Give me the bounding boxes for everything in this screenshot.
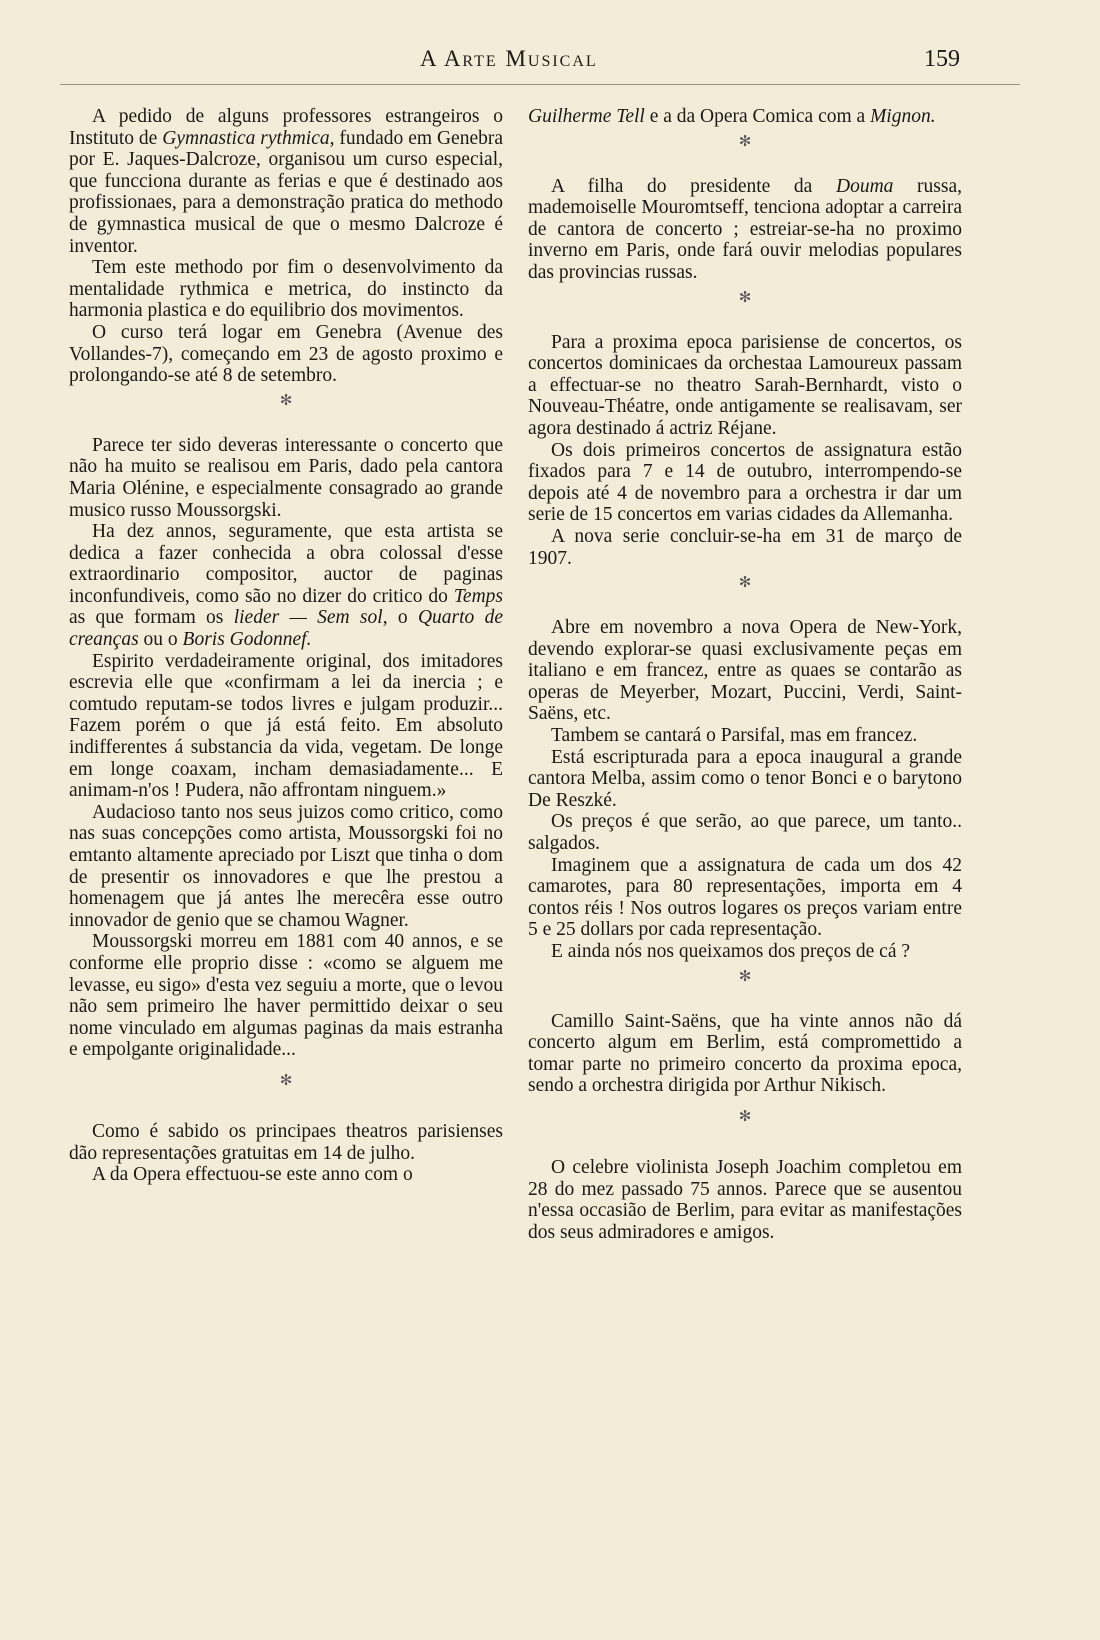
paragraph: Está escripturada para a epoca inaugural a grande cantora Melba, assim como o tenor Bonci e o barytono De Reszké. [528, 746, 962, 811]
paragraph: Guilherme Tell e a da Opera Comica com a Mignon. [528, 106, 936, 127]
paragraph: Parece ter sido deveras interessante o concerto que não ha muito se realisou em Paris, dado pela cantora Maria Olénine, e especialmente consagrado ao grande musico russo Moussorgski. [69, 434, 503, 521]
section-separator: ✻ [738, 289, 752, 306]
section-separator: ✻ [738, 968, 752, 985]
paragraph: Tambem se cantará o Parsifal, mas em francez. [551, 725, 918, 747]
right-column [528, 106, 962, 1243]
paragraph: Moussorgski morreu em 1881 com 40 annos, e se conforme elle proprio disse : «como se alguem me levasse, eu sigo» d'esta vez seguiu a morte, que o levou não sem primeiro lhe haver permittido deixar o seu nome vinculado em algumas paginas da mais estranha e empolgante originalidade... [69, 931, 503, 1061]
section-separator: ✻ [738, 133, 752, 150]
paragraph: Os dois primeiros concertos de assignatura estão fixados para 7 e 14 de outubro, interrompendo-se depois até 4 de novembro para a orchestra ir dar um serie de 15 concertos em varias cidades da Allemanha. [528, 439, 962, 526]
paragraph: Audacioso tanto nos seus juizos como critico, como nas suas concepções como artista, Moussorgski foi no emtanto altamente apreciado por Liszt que tinha o dom de presentir os innovadores e que lhe prestou a homenagem que já antes lhe merecêra esse outro innovador de genio que se chamou Wagner. [69, 801, 503, 931]
paragraph: Ha dez annos, seguramente, que esta artista se dedica a fazer conhecida a obra colossal d'esse extraordinario compositor, auctor de paginas inconfundiveis, como são no dizer do critico do Temps as que formam os lieder — Sem sol, o Quarto de creanças ou o Boris Godonnef. [69, 521, 504, 651]
paragraph: Tem este methodo por fim o desenvolvimento da mentalidade rythmica e metrica, do instincto da harmonia plastica e do equilibrio dos movimentos. [69, 257, 503, 322]
section-separator: ✻ [738, 1108, 752, 1125]
paragraph: E ainda nós nos queixamos dos preços de cá ? [551, 941, 911, 962]
paragraph: Imaginem que a assignatura de cada um dos 42 camarotes, para 80 representações, importa em 4 contos réis ! Nos outros logares os preços variam entre 5 e 25 dollars por cada representação. [528, 854, 962, 941]
section-separator: ✻ [738, 575, 752, 592]
paragraph: Espirito verdadeiramente original, dos imitadores escrevia elle que «confirmam a lei da inercia ; e comtudo reputam-se todos livres e julgam produzir... Fazem porém o que já está feito. Em absoluto indifferentes á substancia da vida, vegetam. De longe em longe coaxam, incham demasiadamente... E animam-n'os ! Pudera, não affrontam ninguem.» [69, 650, 503, 802]
paragraph: Para a proxima epoca parisiense de concertos, os concertos dominicaes da orchestaa Lamoureux passam a effectuar-se no theatro Sarah-Bernhardt, visto o Nouveau-Théatre, onde antigamente se realisavam, ser agora destinado á actriz Réjane. [528, 331, 962, 439]
paragraph: A nova serie concluir-se-ha em 31 de março de 1907. [528, 525, 962, 569]
paragraph: A filha do presidente da Douma russa, mademoiselle Mouromtseff, tenciona adoptar a carreira de cantora de concerto ; estreiar-se-ha no proximo inverno em Paris, onde fará ouvir melodias populares das provincias russas. [528, 175, 962, 283]
paragraph: O celebre violinista Joseph Joachim completou em 28 do mez passado 75 annos. Parece que se ausentou n'essa occasião de Berlim, para evitar as manifestações dos seus admiradores e amigos. [528, 1156, 962, 1243]
left-column [69, 106, 503, 1186]
paragraph: Como é sabido os principaes theatros parisienses dão representações gratuitas em 14 de julho. [69, 1120, 503, 1164]
header-rule [60, 84, 1020, 85]
paragraph: O curso terá logar em Genebra (Avenue des Vollandes-7), começando em 23 de agosto proximo e prolongando-se até 8 de setembro. [69, 321, 503, 387]
paragraph: Abre em novembro a nova Opera de New-York, devendo explorar-se quasi exclusivamente peças em italiano e em francez, entre as quaes se contarão as operas de Meyerber, Mozart, Puccini, Verdi, Saint-Saëns, etc. [528, 617, 962, 725]
paragraph: A pedido de alguns professores estrangeiros o Instituto de Gymnastica rythmica, fundado em Genebra por E. Jaques-Dalcroze, organisou um curso especial, que funcciona durante as ferias e que é destinado aos profissionaes, para a demonstração pratica do methodo de gymnastica musical de que o mesmo Dalcroze é inventor. [69, 106, 503, 257]
section-separator: ✻ [279, 392, 293, 409]
section-separator: ✻ [279, 1072, 293, 1089]
page-number: 159 [924, 46, 960, 72]
page-header [0, 46, 1100, 86]
paragraph: Os preços é que serão, ao que parece, um tanto.. salgados. [528, 811, 962, 855]
paragraph: Camillo Saint-Saëns, que ha vinte annos não dá concerto algum em Berlim, está compromettido a tomar parte no primeiro concerto da proxima epoca, sendo a orchestra dirigida por Arthur Nikisch. [528, 1010, 962, 1097]
paragraph: A da Opera effectuou-se este anno com o [92, 1164, 413, 1186]
running-title: A Arte Musical [420, 46, 598, 71]
